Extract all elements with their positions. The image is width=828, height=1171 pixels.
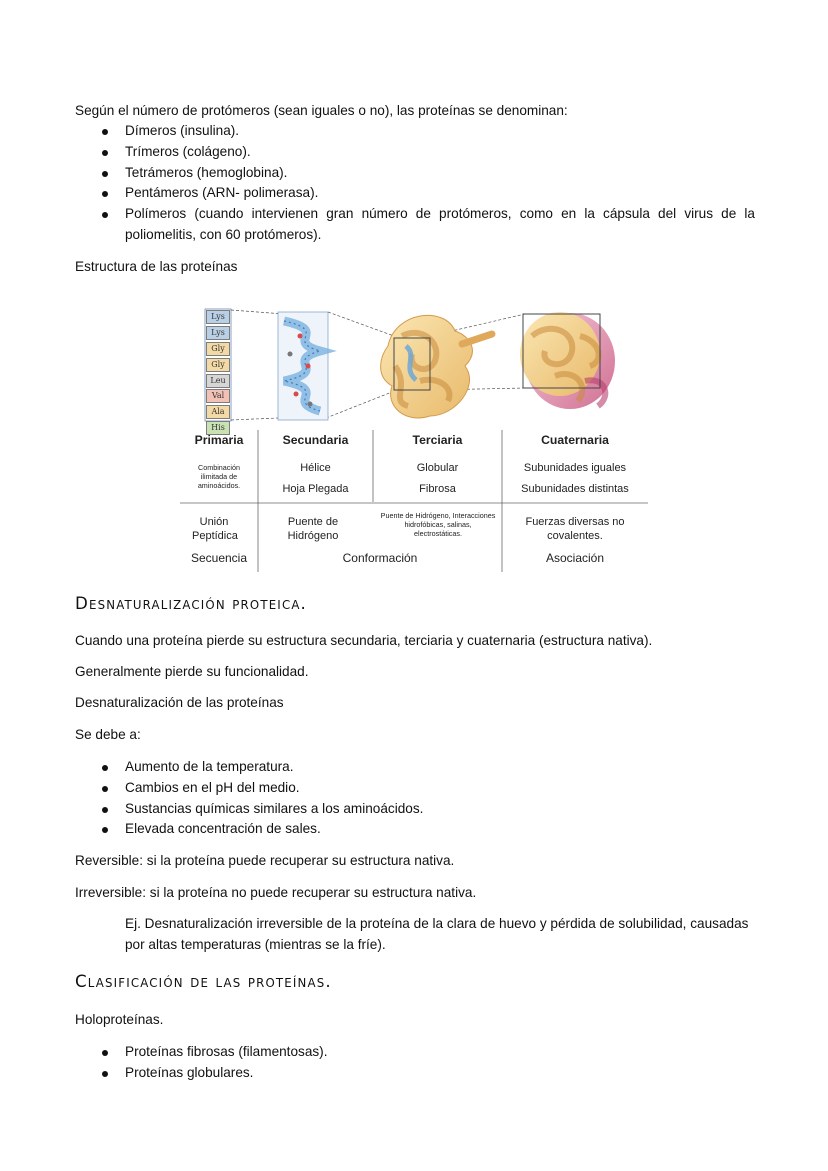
- example-text: Ej. Desnaturalización irreversible de la proteína de la clara de huevo y pérdida de solubilidad, causadas por altas temperaturas (mientras se la fríe).: [125, 916, 749, 952]
- terciaria-type: Fibrosa: [419, 483, 456, 495]
- bond-terciaria: Puente de Hidrógeno, Interacciones hidrofóbicas, salinas, electrostáticas.: [380, 511, 496, 538]
- bond-cuaternaria: Fuerzas diversas no covalentes.: [525, 516, 625, 542]
- secundaria-type: Hélice: [300, 462, 331, 474]
- bond-primaria: Unión Peptídica: [192, 516, 238, 542]
- amino-acid-lys: Lys: [206, 310, 230, 324]
- list-item: Dímeros (insulina).: [75, 121, 755, 142]
- paragraph: Cuando una proteína pierde su estructura secundaria, terciaria y cuaternaria (estructura nativa).: [75, 633, 653, 648]
- zoom-lines: [231, 310, 525, 420]
- amino-acid-column: [206, 310, 230, 437]
- list-item: Aumento de la temperatura.: [75, 757, 755, 778]
- list-item: Elevada concentración de sales.: [75, 819, 755, 840]
- terciaria-type: Globular: [416, 462, 459, 474]
- protein-types-list: [75, 1042, 755, 1084]
- bond-secundaria: Puente de Hidrógeno: [287, 516, 339, 542]
- amino-acid-lys: Lys: [206, 326, 230, 340]
- amino-acid-ala: Ala: [206, 405, 230, 419]
- cuaternaria-type: Subunidades distintas: [521, 483, 629, 495]
- structure-title: Estructura de las proteínas: [75, 259, 238, 274]
- amino-acid-gly: Gly: [206, 358, 230, 372]
- group-conformacion: Conformación: [342, 551, 418, 565]
- paragraph: Se debe a:: [75, 727, 141, 742]
- oligomer-list: [75, 121, 755, 246]
- paragraph-irreversible: Irreversible: si la proteína no puede recuperar su estructura nativa.: [75, 885, 477, 900]
- list-item: Sustancias químicas similares a los aminoácidos.: [75, 799, 755, 820]
- quaternary-structure-icon: [520, 312, 615, 409]
- cuaternaria-type: Subunidades iguales: [523, 462, 627, 474]
- amino-acid-leu: Leu: [206, 374, 230, 388]
- list-item: Polímeros (cuando intervienen gran número de protómeros, como en la cápsula del virus de la poliomelitis, con 60 protómeros).: [75, 204, 755, 246]
- paragraph: Desnaturalización de las proteínas: [75, 695, 284, 710]
- list-item: Pentámeros (ARN- polimerasa).: [75, 183, 755, 204]
- amino-acid-his: His: [206, 421, 230, 435]
- secundaria-type: Hoja Plegada: [282, 483, 349, 495]
- paragraph: Holoproteínas.: [75, 1012, 164, 1027]
- protein-structure-figure: [180, 306, 650, 574]
- list-item: Tetrámeros (hemoglobina).: [75, 163, 755, 184]
- causes-list: [75, 757, 755, 840]
- helix-icon: [278, 312, 328, 420]
- amino-acid-val: Val: [206, 389, 230, 403]
- intro-text: Según el número de protómeros (sean iguales o no), las proteínas se denominan:: [75, 103, 568, 118]
- amino-acid-gly: Gly: [206, 342, 230, 356]
- paragraph-reversible: Reversible: si la proteína puede recuperar su estructura nativa.: [75, 853, 455, 868]
- section-title-clasificacion: Clasificación de las proteínas.: [75, 972, 332, 992]
- paragraph: Generalmente pierde su funcionalidad.: [75, 664, 309, 679]
- header-secundaria: Secundaria: [282, 433, 349, 447]
- header-primaria: Primaria: [194, 433, 244, 447]
- header-terciaria: Terciaria: [412, 433, 463, 447]
- tertiary-structure-icon: [381, 315, 492, 418]
- list-item: Proteínas globulares.: [75, 1063, 755, 1084]
- primaria-description: Combinación ilimitada de aminoácidos.: [197, 463, 241, 490]
- section-title-desnaturalizacion: Desnaturalización proteica.: [75, 594, 308, 614]
- group-secuencia: Secuencia: [190, 551, 248, 565]
- group-asociacion: Asociación: [545, 551, 605, 565]
- header-cuaternaria: Cuaternaria: [541, 433, 609, 447]
- list-item: Cambios en el pH del medio.: [75, 778, 755, 799]
- list-item: Proteínas fibrosas (filamentosas).: [75, 1042, 755, 1063]
- list-item: Trímeros (colágeno).: [75, 142, 755, 163]
